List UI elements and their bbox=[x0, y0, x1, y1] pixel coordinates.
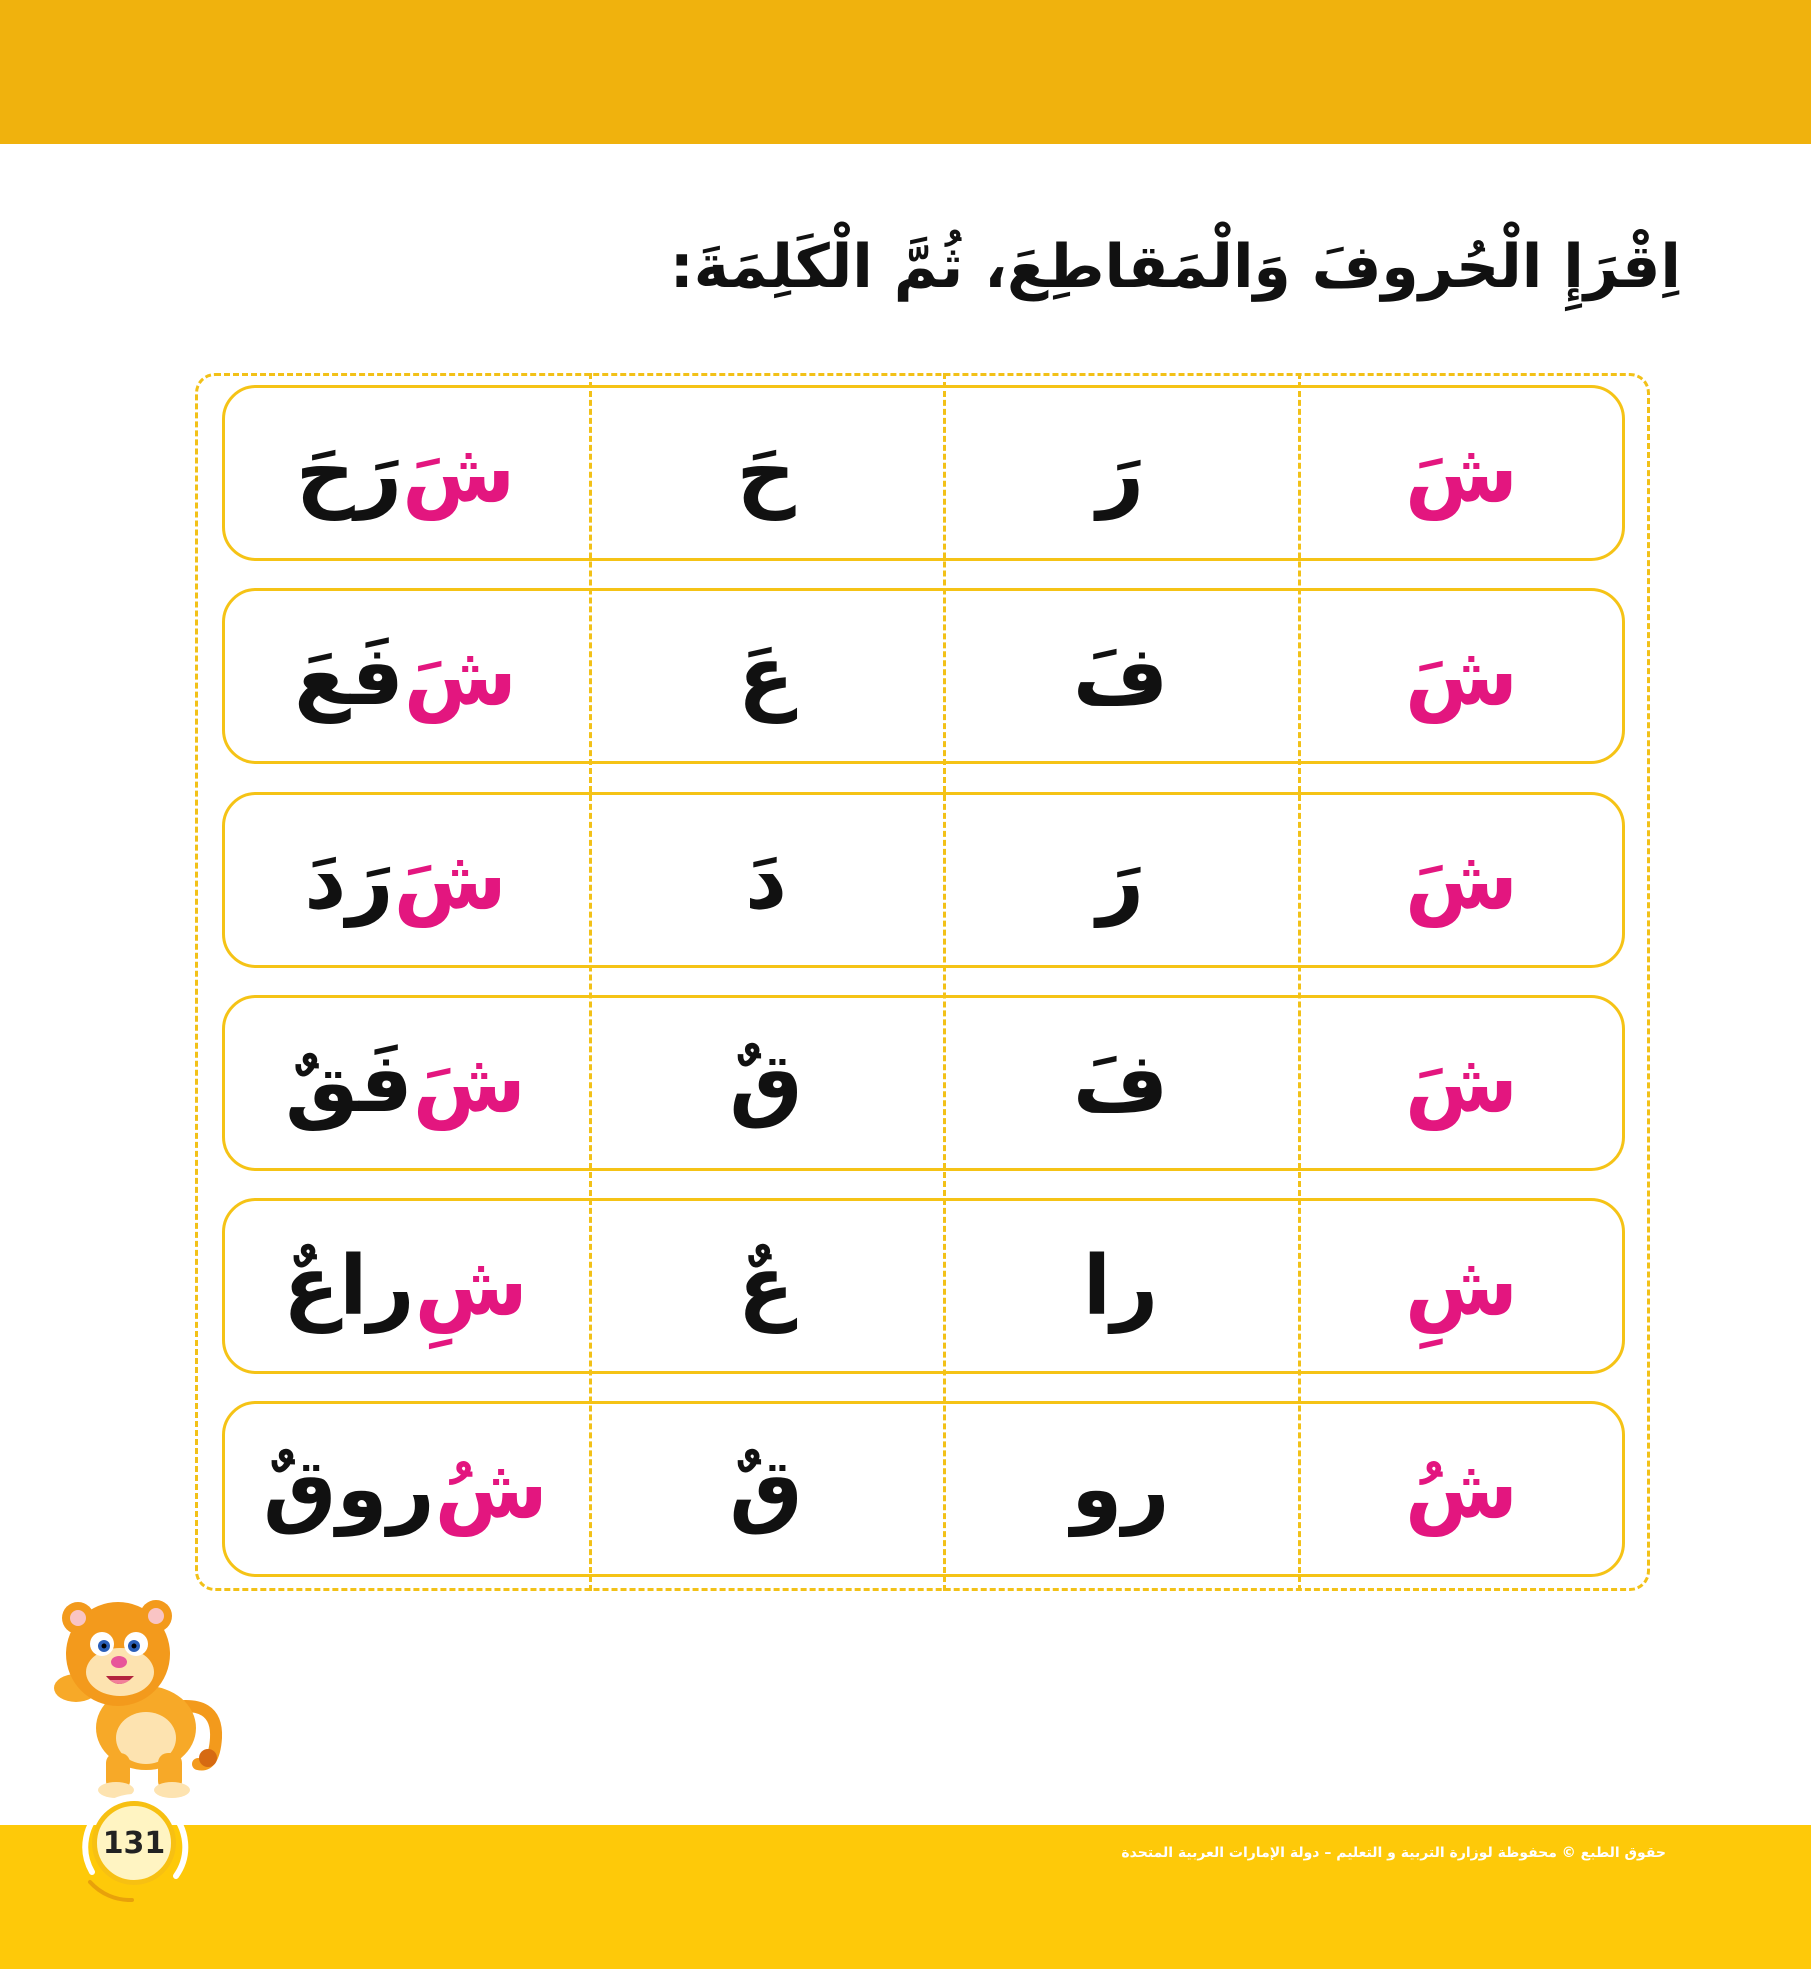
row-syllable: را bbox=[1082, 1238, 1159, 1334]
row-letter: شَ bbox=[1404, 628, 1519, 724]
word-highlight: شَ bbox=[412, 1035, 526, 1131]
row-word bbox=[222, 1198, 589, 1374]
row-syllable: عَ bbox=[738, 628, 795, 724]
row-syllable: رو bbox=[1071, 1441, 1170, 1537]
word-highlight: شِ bbox=[414, 1238, 528, 1334]
exercise-instruction: اِقْرَإِ الْحُروفَ وَالْمَقاطِعَ، ثُمَّ الْكَلِمَةَ: bbox=[669, 232, 1681, 302]
row-word bbox=[222, 385, 589, 561]
word-rest: روقٌ bbox=[263, 1441, 435, 1537]
row-syllable: حَ bbox=[736, 425, 796, 521]
word-rest: فَعَ bbox=[294, 628, 404, 724]
copyright-notice: حقوق الطبع © محفوظة لوزارة التربية و التعليم – دولة الإمارات العربية المتحدة bbox=[1121, 1845, 1666, 1861]
word-highlight: شُ bbox=[434, 1441, 548, 1537]
row-letter: شِ bbox=[1404, 1238, 1519, 1334]
row-letter: شَ bbox=[1404, 425, 1519, 521]
row-word bbox=[222, 995, 589, 1171]
lion-cub-mascot-icon bbox=[48, 1588, 228, 1798]
word-rest: رَحَ bbox=[295, 425, 403, 521]
row-syllable: رَ bbox=[1096, 832, 1145, 928]
page-number: 131 bbox=[92, 1801, 176, 1885]
row-syllable: فَ bbox=[1072, 1035, 1169, 1131]
word-rest: رَدَ bbox=[304, 832, 394, 928]
word-rest: راعٌ bbox=[283, 1238, 415, 1334]
row-letter: شَ bbox=[1404, 832, 1519, 928]
row-syllable: عٌ bbox=[738, 1238, 795, 1334]
row-syllable: قٌ bbox=[729, 1035, 803, 1131]
row-word bbox=[222, 1401, 589, 1577]
word-highlight: شَ bbox=[402, 425, 516, 521]
row-syllable: دَ bbox=[744, 832, 788, 928]
row-word bbox=[222, 792, 589, 968]
row-syllable: رَ bbox=[1096, 425, 1145, 521]
row-syllable: فَ bbox=[1072, 628, 1169, 724]
word-highlight: شَ bbox=[403, 628, 517, 724]
row-letter: شُ bbox=[1404, 1441, 1519, 1537]
row-syllable: قٌ bbox=[729, 1441, 803, 1537]
row-letter: شَ bbox=[1404, 1035, 1519, 1131]
word-highlight: شَ bbox=[393, 832, 507, 928]
word-rest: فَقٌ bbox=[285, 1035, 413, 1131]
row-word bbox=[222, 588, 589, 764]
header-band bbox=[0, 0, 1811, 144]
